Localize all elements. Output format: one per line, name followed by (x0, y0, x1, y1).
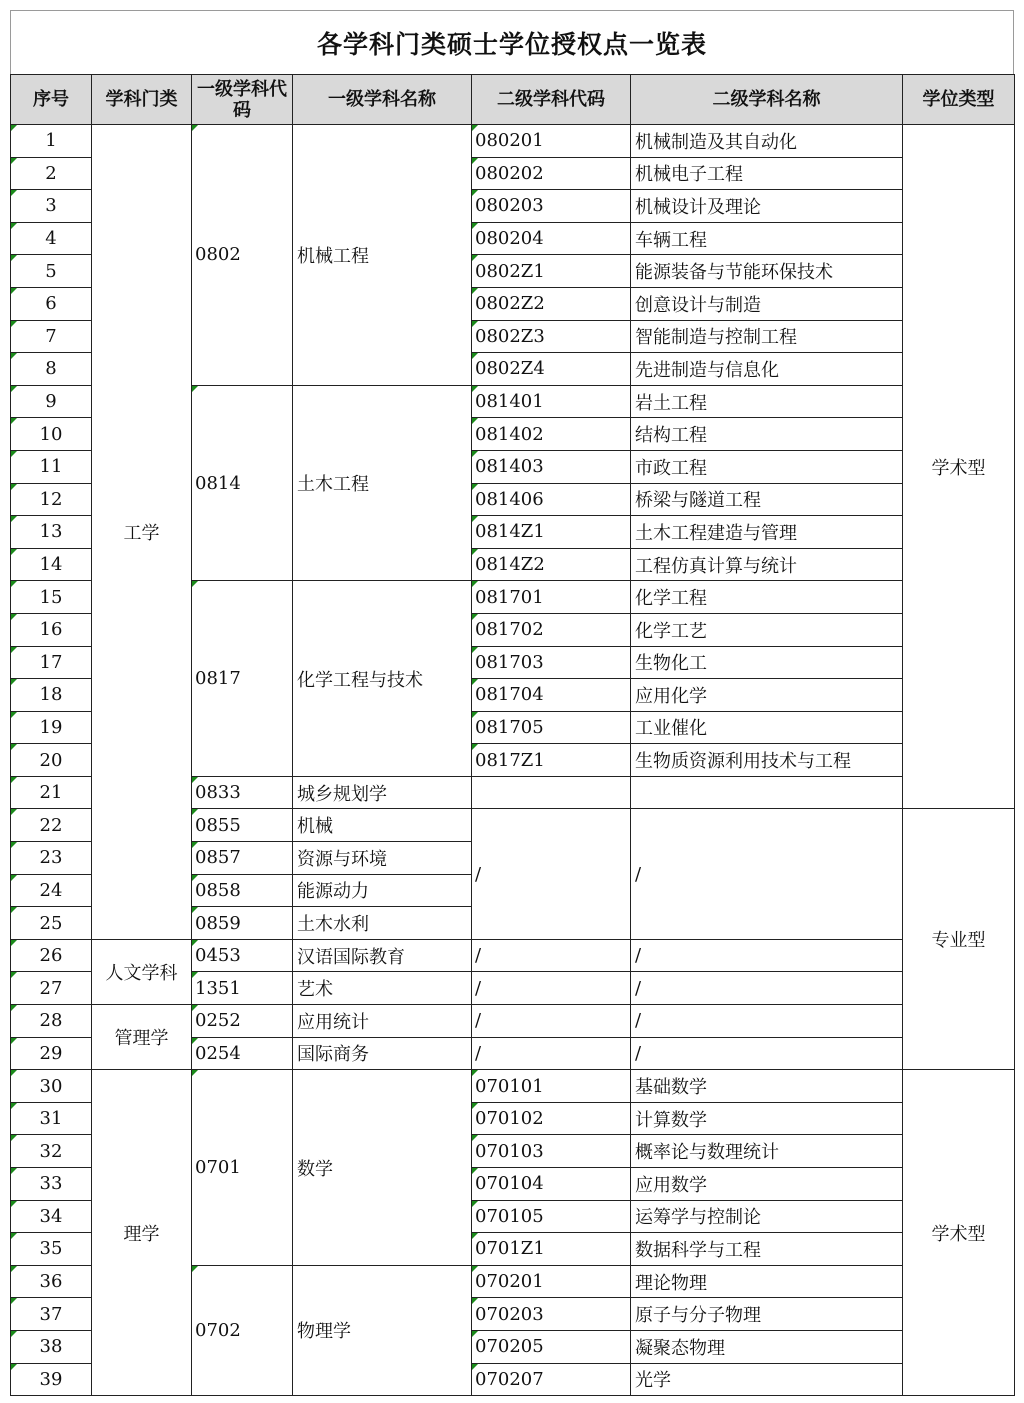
category-cell: 人文学科 (92, 939, 192, 1004)
level2-code-cell: 0802Z3 (472, 320, 631, 353)
level1-code-cell: 0833 (192, 776, 293, 809)
category-cell: 管理学 (92, 1005, 192, 1070)
level1-name-cell: 土木工程 (293, 385, 472, 581)
seq-cell: 10 (11, 418, 92, 451)
level1-name-cell: 艺术 (293, 972, 472, 1005)
level1-code-cell: 0855 (192, 809, 293, 842)
level2-code-cell: / (472, 1037, 631, 1070)
level2-name-cell: 化学工程 (631, 581, 903, 614)
level2-code-cell: 0814Z2 (472, 548, 631, 581)
level1-name-cell: 化学工程与技术 (293, 581, 472, 777)
level1-name-cell: 土木水利 (293, 907, 472, 940)
level2-code-cell: 070207 (472, 1363, 631, 1396)
seq-cell: 31 (11, 1102, 92, 1135)
level2-name-cell: 基础数学 (631, 1070, 903, 1103)
level2-name-cell: 机械制造及其自动化 (631, 125, 903, 158)
level2-name-cell: 结构工程 (631, 418, 903, 451)
seq-cell: 2 (11, 157, 92, 190)
level2-code-cell: 070201 (472, 1265, 631, 1298)
header-row (11, 75, 1015, 125)
level1-code-cell: 0817 (192, 581, 293, 777)
level2-name-cell: 能源装备与节能环保技术 (631, 255, 903, 288)
level2-code-cell: 081402 (472, 418, 631, 451)
level2-code-cell: 070102 (472, 1102, 631, 1135)
level2-name-cell: 创意设计与制造 (631, 287, 903, 320)
seq-cell: 26 (11, 939, 92, 972)
level2-code-cell: 081702 (472, 613, 631, 646)
level2-name-cell: 运筹学与控制论 (631, 1200, 903, 1233)
header-seq: 序号 (11, 75, 92, 125)
level2-code-cell: 0701Z1 (472, 1233, 631, 1266)
seq-cell: 9 (11, 385, 92, 418)
seq-cell: 25 (11, 907, 92, 940)
seq-cell: 8 (11, 353, 92, 386)
category-cell: 工学 (92, 125, 192, 940)
level2-name-cell: 市政工程 (631, 450, 903, 483)
level2-code-cell: 081703 (472, 646, 631, 679)
level2-code-cell: 070203 (472, 1298, 631, 1331)
level2-name-cell: 概率论与数理统计 (631, 1135, 903, 1168)
level2-code-cell: 081704 (472, 679, 631, 712)
level2-code-cell: 080204 (472, 222, 631, 255)
seq-cell: 20 (11, 744, 92, 777)
level2-code-cell: 081406 (472, 483, 631, 516)
level2-name-cell: 化学工艺 (631, 613, 903, 646)
seq-cell: 12 (11, 483, 92, 516)
table-row (11, 1070, 1015, 1103)
level2-name-cell (631, 776, 903, 809)
level1-name-cell: 应用统计 (293, 1005, 472, 1038)
seq-cell: 18 (11, 679, 92, 712)
seq-cell: 35 (11, 1233, 92, 1266)
level1-code-cell: 0857 (192, 842, 293, 875)
seq-cell: 30 (11, 1070, 92, 1103)
seq-cell: 19 (11, 711, 92, 744)
level1-name-cell: 物理学 (293, 1265, 472, 1395)
level1-name-cell: 机械工程 (293, 125, 472, 386)
table-title: 各学科门类硕士学位授权点一览表 (10, 10, 1014, 74)
level1-code-cell: 0254 (192, 1037, 293, 1070)
seq-cell: 7 (11, 320, 92, 353)
level2-code-cell: / (472, 939, 631, 972)
level2-name-cell: 机械电子工程 (631, 157, 903, 190)
level1-code-cell: 0453 (192, 939, 293, 972)
level1-code-cell: 0859 (192, 907, 293, 940)
level2-code-cell: / (472, 809, 631, 939)
level2-name-cell: 生物质资源利用技术与工程 (631, 744, 903, 777)
header-category: 学科门类 (92, 75, 192, 125)
seq-cell: 14 (11, 548, 92, 581)
seq-cell: 1 (11, 125, 92, 158)
level2-name-cell: 生物化工 (631, 646, 903, 679)
level2-code-cell: 080203 (472, 190, 631, 223)
level2-name-cell: / (631, 1037, 903, 1070)
level2-code-cell: 0802Z4 (472, 353, 631, 386)
level2-code-cell: 0817Z1 (472, 744, 631, 777)
level2-code-cell: 070101 (472, 1070, 631, 1103)
level2-code-cell: 081401 (472, 385, 631, 418)
level1-code-cell: 0252 (192, 1005, 293, 1038)
level2-name-cell: 凝聚态物理 (631, 1330, 903, 1363)
level2-code-cell: 080201 (472, 125, 631, 158)
level2-name-cell: 车辆工程 (631, 222, 903, 255)
seq-cell: 21 (11, 776, 92, 809)
level1-code-cell: 0814 (192, 385, 293, 581)
seq-cell: 5 (11, 255, 92, 288)
seq-cell: 13 (11, 516, 92, 549)
level2-name-cell: 桥梁与隧道工程 (631, 483, 903, 516)
level1-code-cell: 0702 (192, 1265, 293, 1395)
level2-name-cell: 计算数学 (631, 1102, 903, 1135)
seq-cell: 16 (11, 613, 92, 646)
level1-name-cell: 汉语国际教育 (293, 939, 472, 972)
table-row (11, 125, 1015, 158)
seq-cell: 37 (11, 1298, 92, 1331)
seq-cell: 38 (11, 1330, 92, 1363)
seq-cell: 32 (11, 1135, 92, 1168)
seq-cell: 11 (11, 450, 92, 483)
table-body (11, 125, 1015, 1396)
level1-name-cell: 机械 (293, 809, 472, 842)
level2-code-cell (472, 776, 631, 809)
seq-cell: 34 (11, 1200, 92, 1233)
level2-code-cell: 081705 (472, 711, 631, 744)
header-level1-code: 一级学科代码 (192, 75, 293, 125)
level2-name-cell: 理论物理 (631, 1265, 903, 1298)
level1-name-cell: 能源动力 (293, 874, 472, 907)
level2-name-cell: 应用数学 (631, 1168, 903, 1201)
header-level2-code: 二级学科代码 (472, 75, 631, 125)
degree-type-cell: 专业型 (903, 809, 1015, 1070)
level2-code-cell: / (472, 1005, 631, 1038)
level2-code-cell: 081701 (472, 581, 631, 614)
level2-name-cell: 工程仿真计算与统计 (631, 548, 903, 581)
spreadsheet-sheet (10, 10, 1014, 1396)
header-level2-name: 二级学科名称 (631, 75, 903, 125)
level2-code-cell: 070103 (472, 1135, 631, 1168)
degree-type-cell: 学术型 (903, 1070, 1015, 1396)
seq-cell: 4 (11, 222, 92, 255)
level1-name-cell: 城乡规划学 (293, 776, 472, 809)
level2-code-cell: 081403 (472, 450, 631, 483)
level2-name-cell: 土木工程建造与管理 (631, 516, 903, 549)
level2-code-cell: 080202 (472, 157, 631, 190)
seq-cell: 24 (11, 874, 92, 907)
category-cell: 理学 (92, 1070, 192, 1396)
level1-name-cell: 国际商务 (293, 1037, 472, 1070)
level2-name-cell: / (631, 939, 903, 972)
seq-cell: 29 (11, 1037, 92, 1070)
level1-code-cell: 1351 (192, 972, 293, 1005)
level2-name-cell: / (631, 1005, 903, 1038)
seq-cell: 22 (11, 809, 92, 842)
seq-cell: 23 (11, 842, 92, 875)
level2-code-cell: 070105 (472, 1200, 631, 1233)
level2-name-cell: 工业催化 (631, 711, 903, 744)
header-level1-name: 一级学科名称 (293, 75, 472, 125)
level2-code-cell: 0802Z2 (472, 287, 631, 320)
seq-cell: 15 (11, 581, 92, 614)
table-row (11, 939, 1015, 972)
degree-table (10, 74, 1015, 1396)
level1-name-cell: 数学 (293, 1070, 472, 1266)
seq-cell: 28 (11, 1005, 92, 1038)
level2-name-cell: 岩土工程 (631, 385, 903, 418)
degree-type-cell: 学术型 (903, 125, 1015, 809)
level2-name-cell: 机械设计及理论 (631, 190, 903, 223)
seq-cell: 3 (11, 190, 92, 223)
level2-name-cell: 光学 (631, 1363, 903, 1396)
seq-cell: 17 (11, 646, 92, 679)
level2-code-cell: 070104 (472, 1168, 631, 1201)
level2-name-cell: / (631, 972, 903, 1005)
level1-name-cell: 资源与环境 (293, 842, 472, 875)
level2-code-cell: / (472, 972, 631, 1005)
level1-code-cell: 0701 (192, 1070, 293, 1266)
seq-cell: 36 (11, 1265, 92, 1298)
level2-name-cell: 智能制造与控制工程 (631, 320, 903, 353)
table-row (11, 1005, 1015, 1038)
level2-name-cell: 数据科学与工程 (631, 1233, 903, 1266)
seq-cell: 33 (11, 1168, 92, 1201)
level2-name-cell: 应用化学 (631, 679, 903, 712)
seq-cell: 6 (11, 287, 92, 320)
level2-name-cell: / (631, 809, 903, 939)
level2-name-cell: 先进制造与信息化 (631, 353, 903, 386)
level2-name-cell: 原子与分子物理 (631, 1298, 903, 1331)
level1-code-cell: 0802 (192, 125, 293, 386)
level2-code-cell: 070205 (472, 1330, 631, 1363)
header-degree-type: 学位类型 (903, 75, 1015, 125)
level2-code-cell: 0802Z1 (472, 255, 631, 288)
seq-cell: 27 (11, 972, 92, 1005)
level1-code-cell: 0858 (192, 874, 293, 907)
seq-cell: 39 (11, 1363, 92, 1396)
level2-code-cell: 0814Z1 (472, 516, 631, 549)
